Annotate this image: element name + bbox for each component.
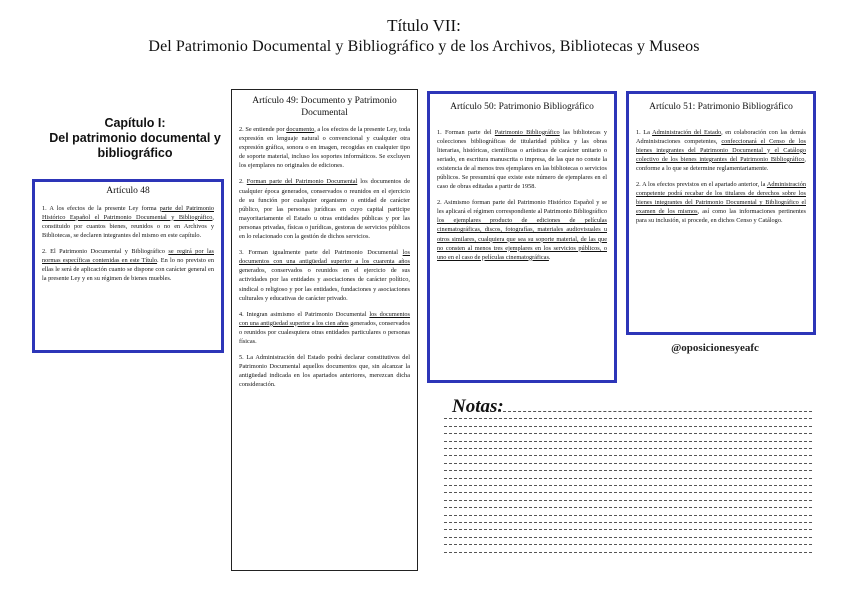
notes-label: Notas: bbox=[452, 396, 504, 417]
underlined-text: Patrimonio Bibliográfico bbox=[494, 128, 560, 136]
article-49-paragraph-5 bbox=[239, 353, 410, 389]
underlined-text: documento bbox=[286, 126, 315, 133]
chapter-name-line1: Del patrimonio documental y bbox=[49, 131, 221, 145]
article-48-paragraph-2 bbox=[42, 247, 214, 283]
notes-line bbox=[444, 448, 812, 449]
article-48-title: Artículo 48 bbox=[106, 186, 150, 196]
notes-line bbox=[444, 537, 812, 538]
text: , constituido por cuantos bienes, reunidos o no en Archivos y Bibliotecas, se declaren integrantes del mismo en este capítulo. bbox=[42, 213, 214, 239]
text: . bbox=[548, 253, 551, 261]
article-49-paragraph-3 bbox=[239, 248, 410, 303]
text: 1. Forman parte del bbox=[437, 128, 495, 136]
underlined-text: los documentos con una antigüedad superior a los cien años bbox=[239, 310, 411, 327]
article-49-paragraph-4 bbox=[239, 310, 410, 346]
underlined-text: Administración competente podrá recabar de los titulares de derechos sobre los bienes integrantes del Patrimonio Documental y Bibliográfico el examen de los mismos bbox=[636, 180, 806, 216]
underlined-text: se regirá por las normas específicas contenidas en este Título bbox=[42, 247, 214, 264]
article-49-box bbox=[231, 89, 418, 571]
article-50-box bbox=[427, 91, 617, 383]
article-49-title: Artículo 49: Documento y Patrimonio Documental bbox=[252, 96, 397, 118]
notes-line bbox=[498, 411, 812, 412]
article-50-paragraph-2 bbox=[437, 198, 607, 262]
notes-line bbox=[444, 515, 812, 516]
underlined-text: Administración del Estado bbox=[652, 128, 722, 136]
text: los documentos de cualquier época generados, conservados o reunidos en el ejercicio de su función por cualquier organismo o entidad de carácter público, por las personas jurídicas en cuyo capital participe mayoritariamente el Estado u otras entidades públicas y por las personas privadas, físicas o jurídicas, gestoras de servicios públicos en lo relacionado con la gestión de dichos servicios. bbox=[239, 178, 410, 241]
article-50-title: Artículo 50: Patrimonio Bibliográfico bbox=[450, 102, 594, 112]
text: 2. El Patrimonio Documental y Bibliográfico bbox=[42, 247, 169, 255]
text: 3. Forman igualmente parte del Patrimonio Documental bbox=[239, 249, 403, 257]
title-heading: Título VII: bbox=[387, 16, 461, 35]
text: 1. A los efectos de la presente Ley forma bbox=[42, 204, 160, 212]
notes-line bbox=[444, 529, 812, 530]
social-handle: @oposicionesyeafc bbox=[671, 342, 759, 354]
title-subheading: Del Patrimonio Documental y Bibliográfico y de los Archivos, Bibliotecas y Museos bbox=[148, 38, 700, 55]
text: , en colaboración con las demás Administraciones competentes, bbox=[636, 128, 806, 145]
underlined-text: parte del Patrimonio Histórico Español el Patrimonio Documental y Bibliográfico bbox=[42, 204, 214, 221]
notes-line bbox=[444, 492, 812, 493]
text: 1. La bbox=[636, 128, 653, 136]
notes-line bbox=[444, 500, 812, 501]
text: . En lo no previsto en ellas le será de aplicación cuanto se dispone con carácter general en la presente Ley y en su régimen de bienes muebles. bbox=[42, 256, 214, 283]
article-49-paragraph-1 bbox=[239, 125, 410, 170]
text: 5. La Administración del Estado podrá declarar constitutivos del Patrimonio Documental aquellos documentos que, sin alcanzar la antigüedad indicada en los apartados anteriores, merezcan dicha consideración. bbox=[239, 354, 410, 389]
article-48-paragraph-1 bbox=[42, 204, 214, 240]
text: , a los efectos de la presente Ley, toda expresión en lenguaje natural o convencional y cualquier otra expresión gráfica, sonora o en imagen, recogidas en cualquier tipo de soporte material, incluso los soportes informáticos. Se excluyen los ejemplares no originales de ediciones. bbox=[239, 126, 410, 170]
article-49-paragraph-2 bbox=[239, 177, 410, 241]
article-51-paragraph-2 bbox=[636, 180, 806, 225]
notes-line bbox=[444, 522, 812, 523]
notes-line bbox=[444, 441, 812, 442]
notes-line bbox=[444, 478, 812, 479]
text: 2. A los efectos previstos en el apartado anterior, la bbox=[636, 180, 767, 188]
article-51-box bbox=[626, 91, 816, 335]
notes-line bbox=[444, 418, 812, 419]
notes-line bbox=[444, 426, 812, 427]
text: las bibliotecas y colecciones bibliográficas de titularidad pública y las obras literarias, históricas, científicas o artísticas de carácter unitario o seriado, en escritura manuscrita o impresa, de las que no conste la existencia de al menos tres ejemplares en las bibliotecas o servicios públicos. Se presumirá que existe este número de ejemplares en el caso de obras editadas a partir de 1958. bbox=[437, 128, 607, 191]
notes-line bbox=[444, 485, 812, 486]
article-51-paragraph-1 bbox=[636, 128, 806, 173]
chapter-number: Capítulo I: bbox=[104, 116, 166, 130]
text: 2. bbox=[239, 178, 247, 186]
underlined-text: confeccionará el Censo de los bienes integrantes del Patrimonio Documental y el Catálogo colectivo de los bienes integrantes del Patrimonio Bibliográfico bbox=[636, 137, 806, 163]
text: generados, conservados o reunidos en el ejercicio de sus actividades por las entidades y asociaciones de carácter político, sindical o religioso y por las entidades, fundaciones y asociaciones culturales y educativas de carácter privado. bbox=[239, 267, 410, 302]
article-48-box bbox=[32, 179, 224, 353]
text: generados, conservados o reunidos por cualesquiera otras entidades particulares o personas físicas. bbox=[239, 319, 411, 345]
text: 4. Integran asimismo el Patrimonio Documental bbox=[239, 310, 370, 318]
underlined-text: los documentos con una antigüedad superior a los cuarenta años bbox=[239, 249, 410, 266]
notes-line bbox=[444, 455, 812, 456]
text: 2. Asimismo forman parte del Patrimonio Histórico Español y se les aplicará el régimen correspondiente al Patrimonio Bibliográfico bbox=[437, 199, 607, 216]
notes-line bbox=[444, 544, 812, 545]
text: , así como las informaciones pertinentes para su inclusión, si procede, en dichos Censo y Catálogo. bbox=[636, 208, 806, 225]
underlined-text: Forman parte del Patrimonio Documental bbox=[246, 178, 358, 186]
chapter-heading bbox=[38, 116, 232, 161]
underlined-text: los ejemplares producto de ediciones de películas cinematográficas, discos, fotografías, materiales audiovisuales u otros similares, cualquiera que sea su soporte material, de las que no consten al menos tres ejemplares en los servicios públicos, o uno en el caso de películas cinematográficas bbox=[437, 217, 607, 261]
notes-line bbox=[444, 433, 812, 434]
notes-line bbox=[444, 552, 812, 553]
text: , conforme a lo que se determine reglamentariamente. bbox=[636, 155, 806, 172]
text: 2. Se entiende por bbox=[239, 126, 287, 133]
article-50-paragraph-1 bbox=[437, 128, 607, 192]
notes-line bbox=[444, 507, 812, 508]
notes-line bbox=[444, 463, 812, 464]
notes-line bbox=[444, 470, 812, 471]
chapter-name-line2: bibliográfico bbox=[97, 146, 173, 160]
article-51-title: Artículo 51: Patrimonio Bibliográfico bbox=[649, 102, 793, 112]
